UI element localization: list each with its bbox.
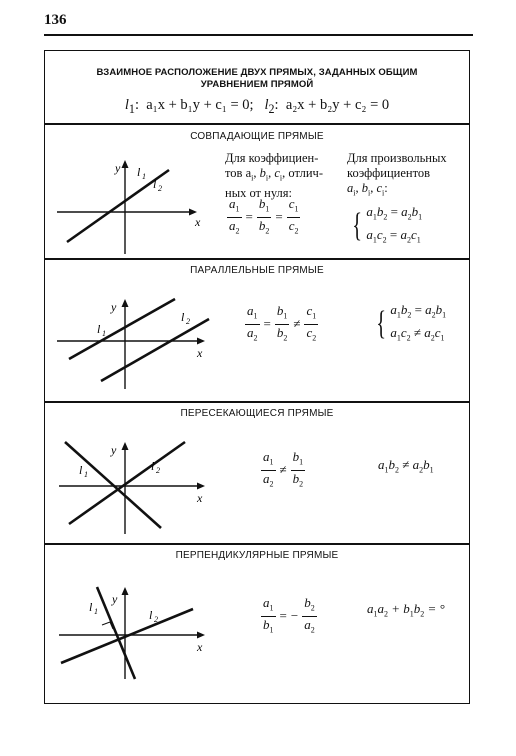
line-label-l1: l — [137, 165, 141, 179]
svg-text:1: 1 — [142, 172, 146, 181]
svg-text:2: 2 — [156, 466, 160, 475]
section-title-parallel: ПАРАЛЛЕЛЬНЫЕ ПРЯМЫЕ — [190, 265, 324, 276]
parallel-system: { $a_1b_2 = a_2b_1$ $a_1c_2 \ne a_2c_1$ — [376, 302, 447, 343]
svg-text:1: 1 — [94, 607, 98, 616]
line1-equation: a₁x + b₁y + c₁ = 0; — [146, 97, 254, 113]
line-label-l2: l — [181, 310, 185, 324]
top-rule — [44, 34, 473, 36]
line-label-l2: l — [151, 459, 155, 473]
perpendicular-lines-figure — [45, 567, 225, 687]
svg-text:2: 2 — [154, 615, 158, 624]
page-number: 136 — [44, 12, 67, 28]
parallel-ratio-condition: $\frac{a_1}{a_2}$ = $\frac{b_1}{b_2}$ ≠ $\frac{c_1}{c_2}$ — [247, 303, 317, 343]
reference-table — [44, 50, 470, 704]
section-title-intersecting: ПЕРЕСЕКАЮЩИЕСЯ ПРЯМЫЕ — [180, 408, 334, 419]
x-axis-label: x — [197, 346, 203, 360]
parallel-lines-figure — [45, 281, 225, 396]
svg-text:2: 2 — [158, 184, 162, 193]
line-label-l1: l — [89, 600, 93, 614]
y-axis-label: y — [111, 443, 117, 457]
divider — [45, 123, 469, 125]
coincident-system: { $a_1b_2 = a_2b_1$ $a_1c_2 = a_2c_1$ — [352, 204, 423, 245]
y-axis-label: y — [112, 592, 118, 606]
y-axis-label: y — [111, 300, 117, 314]
y-axis-label: y — [115, 161, 121, 175]
line2-name: $l_2$: — [264, 97, 279, 116]
general-equations — [45, 97, 469, 117]
intersecting-relation: $a_1b_2 \ne a_2b_1$ — [378, 457, 434, 475]
arbitrary-coefficients-note: Для произвольных коэффициентов $a_i$, $b_i$, $c_i$: — [347, 151, 447, 198]
intersecting-lines-figure — [45, 424, 225, 539]
svg-text:2: 2 — [186, 317, 190, 326]
line-label-l1: l — [97, 322, 101, 336]
svg-text:1: 1 — [84, 470, 88, 479]
table-title-line-2: УРАВНЕНИЕМ ПРЯМОЙ — [200, 79, 314, 90]
x-axis-label: x — [197, 491, 203, 505]
line-label-l1: l — [79, 463, 83, 477]
table-title-line-1: ВЗАИМНОЕ РАСПОЛОЖЕНИЕ ДВУХ ПРЯМЫХ, ЗАДАННЫХ ОБЩИМ — [96, 67, 418, 78]
svg-text:1: 1 — [102, 329, 106, 338]
perpendicular-relation: $a_1a_2 + b_1b_2$ = ° — [367, 601, 445, 619]
intersecting-ratio-condition: $\frac{a_1}{a_2}$ ≠ $\frac{b_1}{b_2}$ — [263, 449, 304, 489]
line1-name: $l_1$: — [124, 97, 139, 116]
nonzero-coefficients-note: Для коэффициен- тов $a_i$, $b_i$, $c_i$, отлич- ных от нуля: — [225, 151, 324, 200]
perpendicular-ratio-condition: $\frac{a_1}{b_1}$ = − $\frac{b_2}{a_2}$ — [263, 595, 315, 635]
line-label-l2: l — [153, 177, 157, 191]
x-axis-label: x — [195, 215, 201, 229]
line2-equation: a₂x + b₂y + c₂ = 0 — [285, 97, 390, 113]
line-label-l2: l — [149, 608, 153, 622]
divider — [45, 401, 469, 403]
section-title-coincident: СОВПАДАЮЩИЕ ПРЯМЫЕ — [190, 131, 324, 142]
divider — [45, 258, 469, 260]
table-title — [65, 67, 449, 91]
divider — [45, 543, 469, 545]
coincident-lines-figure — [45, 146, 215, 261]
section-title-perpendicular: ПЕРПЕНДИКУЛЯРНЫЕ ПРЯМЫЕ — [175, 550, 339, 561]
x-axis-label: x — [197, 640, 203, 654]
coincident-ratio-condition: $\frac{a_1}{a_2}$ = $\frac{b_1}{b_2}$ = $\frac{c_1}{c_2}$ — [229, 196, 299, 236]
